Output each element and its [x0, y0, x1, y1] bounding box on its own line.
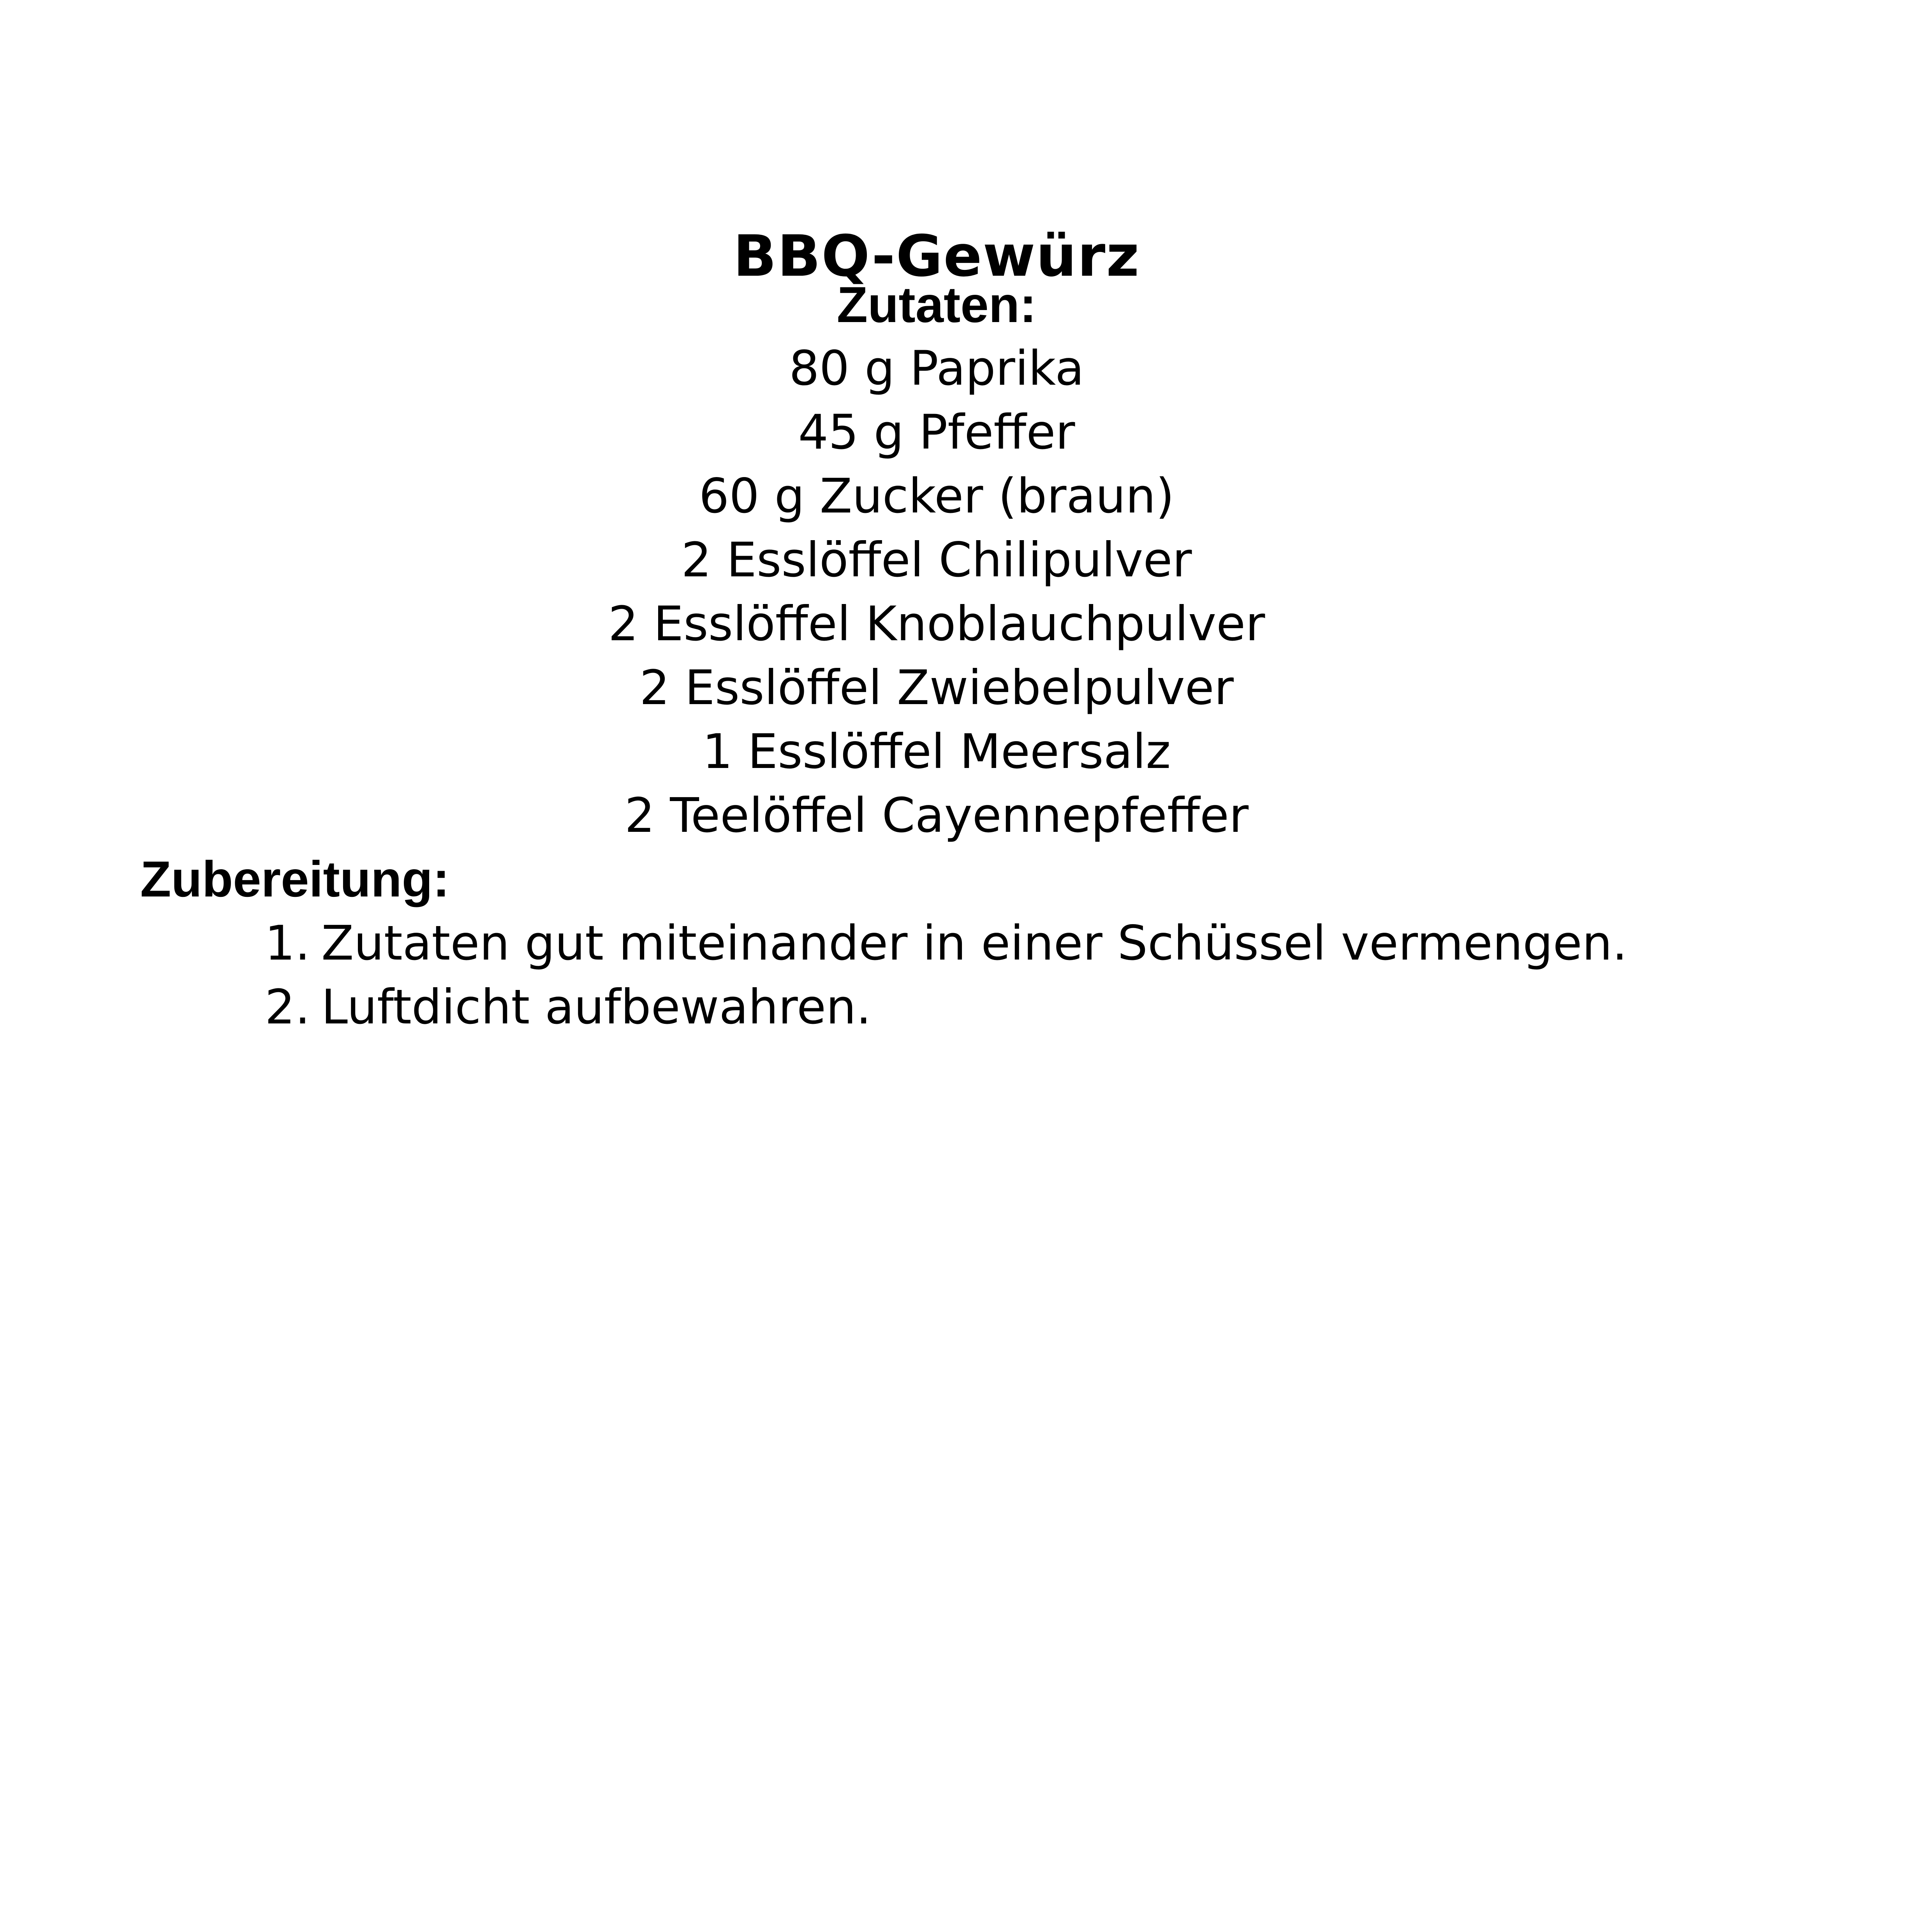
recipe-title: BBQ-Gewürz [733, 223, 1140, 289]
step-text: Luftdicht aufbewahren. [321, 979, 872, 1035]
ingredient-item: 2 Esslöffel Zwiebelpulver [639, 660, 1234, 715]
step-number: 1. [265, 916, 310, 971]
ingredients-heading: Zutaten: [837, 276, 1037, 333]
ingredients-list [0, 336, 1873, 847]
step-number: 2. [265, 979, 310, 1035]
ingredient-item: 1 Esslöffel Meersalz [702, 724, 1171, 779]
preparation-step [265, 911, 1862, 975]
ingredient-item: 80 g Paprika [789, 341, 1084, 396]
ingredient-item: 2 Esslöffel Chilipulver [681, 532, 1192, 588]
preparation-steps [265, 911, 1862, 1039]
preparation-heading: Zubereitung: [140, 851, 450, 907]
ingredient-item: 45 g Pfeffer [798, 405, 1075, 460]
ingredients-section [0, 273, 1873, 847]
step-text: Zutaten gut miteinander in einer Schüssel vermengen. [321, 916, 1627, 971]
ingredient-item: 2 Esslöffel Knoblauchpulver [608, 596, 1265, 652]
ingredient-item: 60 g Zucker (braun) [699, 468, 1175, 524]
preparation-step [265, 975, 1862, 1039]
ingredient-item: 2 Teelöffel Cayennepfeffer [624, 788, 1249, 843]
